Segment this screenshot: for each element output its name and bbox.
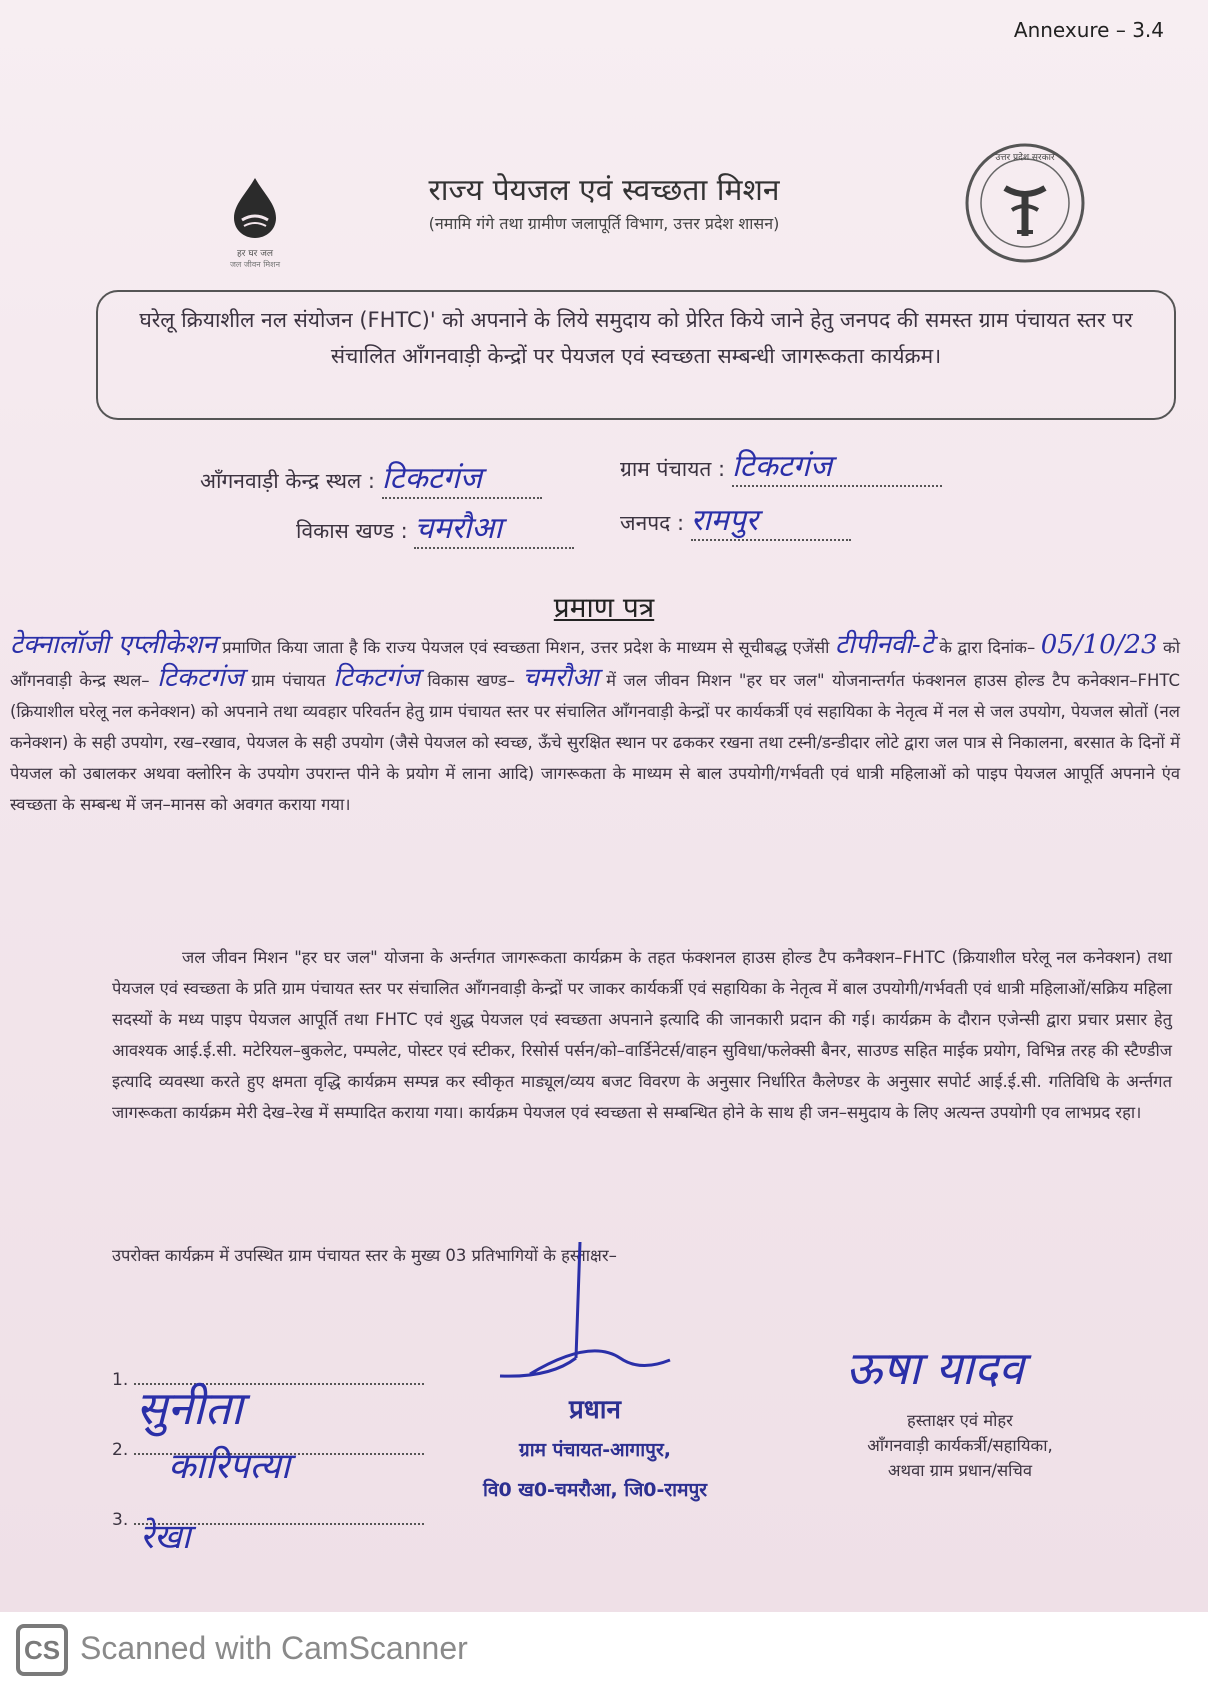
header-title: राज्य पेयजल एवं स्वच्छता मिशन (428, 173, 780, 208)
participant-2-signature: कारिपत्या (168, 1446, 291, 1487)
designation-line-1: हस्ताक्षर एवं मोहर (907, 1411, 1013, 1430)
gram-panchayat-field (620, 444, 942, 487)
program-block: चमरौआ (522, 663, 599, 693)
stamp-title: प्रधान (569, 1395, 621, 1425)
agency-name: टीपीनवी-टे (834, 630, 934, 660)
program-site: टिकटगंज (157, 663, 244, 693)
p1-text-d: ग्राम पंचायत (251, 671, 326, 690)
program-gram-panchayat: टिकटगंज (333, 663, 420, 693)
anganwadi-value: टिकटगंज (382, 456, 542, 499)
p1-text-c: को आँगनवाड़ी केन्द्र स्थल– (10, 638, 1180, 690)
janpad-field (620, 498, 851, 541)
participant-3-signature: रेखा (140, 1517, 191, 1557)
seal-text: उत्तर प्रदेश सरकार (995, 153, 1055, 163)
header-subtitle: (नमामि गंगे तथा ग्रामीण जलापूर्ति विभाग, उत्तर प्रदेश शासन) (428, 214, 780, 233)
p1-text-f: में जल जीवन मिशन "हर घर जल" योजनान्तर्गत फंक्शनल हाउस होल्ड टैप कनेक्शन–FHTC (क्रियाशील घरेलू नल कनेक्शन) को अपनाने तथा व्यवहार परिवर्तन हेतु ग्राम पंचायत स्तर पर संचालित ऑंगनवाड़ी केन्द्रों पर कार्यकर्त्री एवं सहायिका के नेतृत्व में नल से जल उपयोग, पेयजल स्रोतों (नल कनेक्शन) के सही उपयोग, रख–रखाव, पेयजल के सही उपयोग (जैसे पेयजल को स्वच्छ, ऊँचे सुरक्षित स्थान पर ढककर रखना तथा टस्नी/डन्डीदार लोटे द्वारा जल पात्र से निकालना, बरसात के दिनों में पेयजल को उबालकर अथवा क्लोरिन के उपयोग उपरान्त पीने के प्रयोग में लाना आदि) जागरूकता के माध्यम से बाल उपयोगी/गर्भवती एवं धात्री महिलाओं को पाइप पेयजल आपूर्ति अपनाने एंव स्वच्छता के सम्बन्ध में जन–मानस को अवगत कराया गया। (10, 671, 1181, 814)
anganwadi-label: ऑंगनवाड़ी केन्द्र स्थल : (200, 469, 376, 493)
participant-1-signature: सुनीता (136, 1381, 243, 1435)
certificate-paragraph-1 (10, 630, 1180, 820)
pradhan-signature-mark (490, 1238, 690, 1388)
program-date: 05/10/23 (1040, 630, 1158, 660)
anganwadi-worker-signature: ऊषा यादव (846, 1341, 1024, 1395)
p1-text-a: प्रमाणित किया जाता है कि राज्य पेयजल एवं स्वच्छता मिशन, उत्तर प्रदेश के माध्यम से सूचीबद्ध एजेंसी (222, 638, 830, 657)
anganwadi-field (200, 456, 542, 499)
certificate-paragraph-2: जल जीवन मिशन "हर घर जल" योजना के अर्न्तगत जागरूकता कार्यक्रम के तहत फंक्शनल हाउस होल्ड टैप कनैक्शन–FHTC (क्रियाशील घरेलू नल कनेक्शन) तथा पेयजल एवं स्वच्छता के प्रति ग्राम पंचायत स्तर पर संचालित ऑंगनवाड़ी केन्द्रों पर जाकर कार्यकर्त्री एवं सहायिका के नेतृत्व में बाल उपयोगी/गर्भवती एवं धात्री महिलाओं/सक्रिय महिला सदस्यों के मध्य पाइप पेयजल आपूर्ति तथा FHTC एवं शुद्ध पेयजल एवं स्वच्छता अपनाने इत्यादि की जानकारी प्रदान की गई। कार्यक्रम के दौरान एजेन्सी द्वारा प्रचार प्रसार हेतु आवश्यक आई.ई.सी. मटेरियल–बुकलेट, पम्पलेट, पोस्टर एवं स्टीकर, रिसोर्स पर्सन/को–वार्डिनेटर्स/वाहन सुविधा/फलेक्सी बैनर, साउण्ड सहित माईक प्रयोग, विभिन्न तरह की स्टैण्डीज इत्यादि व्यवस्था करते हुए क्षमता वृद्धि कार्यक्रम सम्पन्न कर स्वीकृत माड्यूल/व्यय बजट विवरण के अनुसार निर्धारित कैलेण्डर के अनुसार सपोर्ट आई.ई.सी. गतिविधि के अर्न्तगत जागरूकता कार्यक्रम मेरी देख–रेख में सम्पादित कराया गया। कार्यक्रम पेयजल एवं स्वच्छता से सम्बन्धित होने के साथ ही जन–समुदाय के लिए अत्यन्त उपयोगी एव लाभप्रद रहा। (112, 948, 1172, 1122)
p1-text-b: के द्वारा दिनांक– (939, 638, 1036, 657)
p1-text-e: विकास खण्ड– (427, 671, 515, 690)
certificate-title: प्रमाण पत्र (553, 591, 655, 624)
gram-panchayat-value: टिकटगंज (732, 444, 942, 487)
janpad-label: जनपद : (620, 511, 685, 535)
designation-line-3: अथवा ग्राम प्रधान/सचिव (887, 1461, 1033, 1480)
subject-box: घरेलू क्रियाशील नल संयोजन (FHTC)' को अपनाने के लिये समुदाय को प्रेरित किये जाने हेतु जनपद की समस्त ग्राम पंचायत स्तर पर संचालित ऑंगनवाड़ी केन्द्रों पर पेयजल एवं स्वच्छता सम्बन्धी जागरूकता कार्यक्रम। (96, 290, 1176, 420)
logo-caption-2: जल जीवन मिशन (229, 260, 281, 269)
janpad-value: रामपुर (691, 498, 851, 541)
vikas-khand-field (296, 506, 574, 549)
participant-3-num: 3. (112, 1510, 129, 1530)
designation-line-2: ऑंगनवाड़ी कार्यकर्त्री/सहायिका, (867, 1436, 1053, 1455)
handwritten-agency-prefix: टेक्नालॉजी एप्लीकेशन (10, 630, 217, 660)
participant-2-num: 2. (112, 1440, 129, 1460)
annexure-label: Annexure – 3.4 (1013, 18, 1164, 42)
participants-intro: उपरोक्त कार्यक्रम में उपस्थित ग्राम पंचायत स्तर के मुख्य 03 प्रतिभागियों के हस्ताक्षर– (112, 1246, 617, 1265)
camscanner-watermark-text: Scanned with CamScanner (80, 1630, 468, 1666)
vikas-khand-value: चमरौआ (414, 506, 574, 549)
camscanner-logo-icon: CS (16, 1624, 68, 1676)
vikas-khand-label: विकास खण्ड : (296, 519, 408, 543)
logo-caption-1: हर घर जल (237, 249, 273, 259)
stamp-line-3: वि0 ख0-चमरौआ, जि0-रामपुर (482, 1479, 708, 1501)
gram-panchayat-label: ग्राम पंचायत : (620, 457, 726, 481)
participant-1-num: 1. (112, 1370, 129, 1390)
stamp-line-2: ग्राम पंचायत-आगापुर, (519, 1439, 671, 1461)
signature-designation (800, 1408, 1120, 1483)
